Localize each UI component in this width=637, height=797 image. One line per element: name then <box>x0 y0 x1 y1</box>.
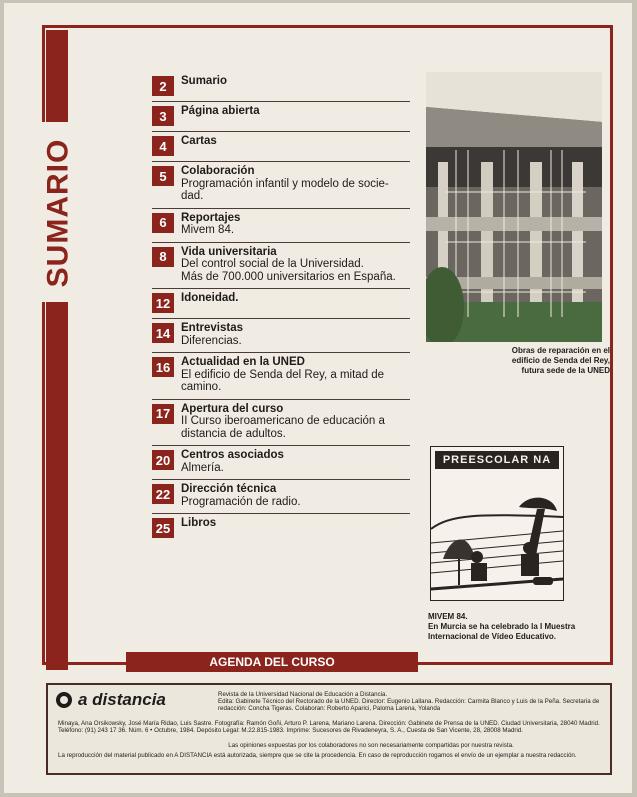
toc-entry-line: Mivem 84. <box>181 224 235 236</box>
agenda-banner: AGENDA DEL CURSO <box>126 652 418 672</box>
toc-item <box>152 288 410 318</box>
toc-entry-text <box>181 483 301 508</box>
toc-item <box>152 208 410 242</box>
building-photo <box>426 72 602 342</box>
toc-entry-title: Vida universitaria <box>181 245 277 258</box>
toc-page-number: 12 <box>152 293 174 313</box>
masthead-line-5: La reproducción del material publicado en A DISTANCIA está autorizada, siempre que se cite la procedencia. En caso de reproducción rogamos el envío de un ejemplar a nuestra redacción. <box>58 752 577 759</box>
toc-entry-text <box>181 105 260 118</box>
toc-entry-line: Del control social de la Universidad. <box>181 258 364 270</box>
masthead-line-2: Edita: Gabinete Técnico del Rectorado de la UNED. Director: Eugenio Lallana. Redacción: Carmita Blanco y Luis de la Peña. Secretaria de redacción: Concha Tigeras. Colaboran: Roberto Aparici, Paloma Larena, Yolanda <box>218 698 600 712</box>
masthead-line-4: Las opiniones expuestas por los colaboradores no son necesariamente compartidas por nuestra revista. <box>228 742 514 749</box>
toc-page-number: 17 <box>152 404 174 424</box>
toc-entry-line: camino. <box>181 381 222 393</box>
toc-entry-text <box>181 403 385 441</box>
toc-entry-title: Idoneidad. <box>181 292 239 304</box>
toc-page-number: 2 <box>152 76 174 96</box>
toc-entry-title: Cartas <box>181 135 217 147</box>
toc-item <box>152 399 410 446</box>
toc-page-number: 8 <box>152 247 174 267</box>
toc-item <box>152 72 410 101</box>
toc-page-number: 3 <box>152 106 174 126</box>
poster-title: PREESCOLAR NA <box>435 451 559 469</box>
toc-entry-line: distancia de adultos. <box>181 427 286 440</box>
toc-entry-text <box>181 356 384 394</box>
toc-item <box>152 352 410 399</box>
poster-caption-text: En Murcia se ha celebrado la I Muestra Internacional de Vídeo Educativo. <box>428 622 576 641</box>
toc-entry-title: Reportajes <box>181 211 241 224</box>
mivem-poster <box>430 446 564 601</box>
toc-entry-title: Libros <box>181 517 217 529</box>
toc-entry-line: II Curso iberoamericano de educación a <box>181 415 385 427</box>
toc-entry-text <box>181 449 284 474</box>
toc-entry-title: Dirección técnica <box>181 483 277 495</box>
toc-entry-text <box>181 322 243 347</box>
logo-mark-icon <box>56 692 72 708</box>
toc-item <box>152 479 410 513</box>
toc-entry-title: Centros asociados <box>181 449 284 461</box>
toc-page-number: 4 <box>152 136 174 156</box>
toc-item <box>152 101 410 131</box>
toc-item <box>152 242 410 289</box>
toc-entry-text <box>181 292 239 305</box>
toc-item <box>152 131 410 161</box>
publication-logo <box>56 690 211 710</box>
toc-entry-line: Programación infantil y modelo de socie- <box>181 177 389 190</box>
masthead-box <box>46 683 612 775</box>
logo-text: a distancia <box>78 690 166 709</box>
toc-item <box>152 318 410 352</box>
toc-page-number: 22 <box>152 484 174 504</box>
toc-entry-text <box>181 135 217 148</box>
toc-entry-title: Entrevistas <box>181 322 244 334</box>
toc-item <box>152 161 410 208</box>
toc-entry-line: dad. <box>181 190 204 202</box>
toc-entry-line: Más de 700.000 universitarios en España. <box>181 270 396 283</box>
toc-page-number: 14 <box>152 323 174 343</box>
poster-illustration <box>431 473 563 598</box>
toc-entry-text <box>181 517 216 530</box>
masthead-intro <box>218 691 608 712</box>
toc-entry-title: Apertura del curso <box>181 402 284 415</box>
toc-page-number: 16 <box>152 357 174 377</box>
photo-caption: Obras de reparación en el edificio de Senda del Rey, futura sede de la UNED <box>511 346 610 375</box>
toc-entry-title: Colaboración <box>181 165 255 177</box>
toc-page-number: 20 <box>152 450 174 470</box>
spine-label <box>41 130 75 295</box>
toc-entry-title: Página abierta <box>181 105 260 117</box>
toc-page-number: 6 <box>152 213 174 233</box>
sumario-title: SUMARIO <box>41 138 75 287</box>
toc-entry-text <box>181 165 389 203</box>
toc-entry-text <box>181 75 227 88</box>
toc-entry-title: Actualidad en la UNED <box>181 356 305 368</box>
poster-caption <box>428 612 578 642</box>
construction-photo-illustration <box>426 72 602 342</box>
toc-page-number: 25 <box>152 518 174 538</box>
poster-caption-title: MIVEM 84. <box>428 612 468 621</box>
toc-entry-line: Diferencias. <box>181 334 242 347</box>
masthead-line-1: Revista de la Universidad Nacional de Educación a Distancia. <box>218 691 388 698</box>
toc-entry-title: Sumario <box>181 75 228 87</box>
toc-page-number: 5 <box>152 166 174 186</box>
toc-entry-line: El edificio de Senda del Rey, a mitad de <box>181 368 385 381</box>
toc-entry-text <box>181 212 240 237</box>
masthead-line-3: Minaya, Ana Orsikowsky, José María Ridao, Luis Sastre. Fotografía: Ramón Goñi, Arturo P. Larena, Mariano Larena. Dirección: Gabinete de Prensa de la UNED. Ciudad Universitaria, 28040 Madrid. Teléfono: (91) 243 17 36. Núm. 6 • Octubre, 1984. Depósito Legal: M.22.815-1983. Imprime: Sucesores de Rivadeneyra, S. A., Cuesta de San Vicente, 28, 28008 Madrid. <box>58 720 600 734</box>
toc-entry-line: Almería. <box>181 461 224 474</box>
toc-item <box>152 513 410 543</box>
toc-entry-text <box>181 246 396 284</box>
toc-entry-line: Programación de radio. <box>181 495 301 508</box>
toc-item <box>152 445 410 479</box>
table-of-contents <box>152 72 410 543</box>
